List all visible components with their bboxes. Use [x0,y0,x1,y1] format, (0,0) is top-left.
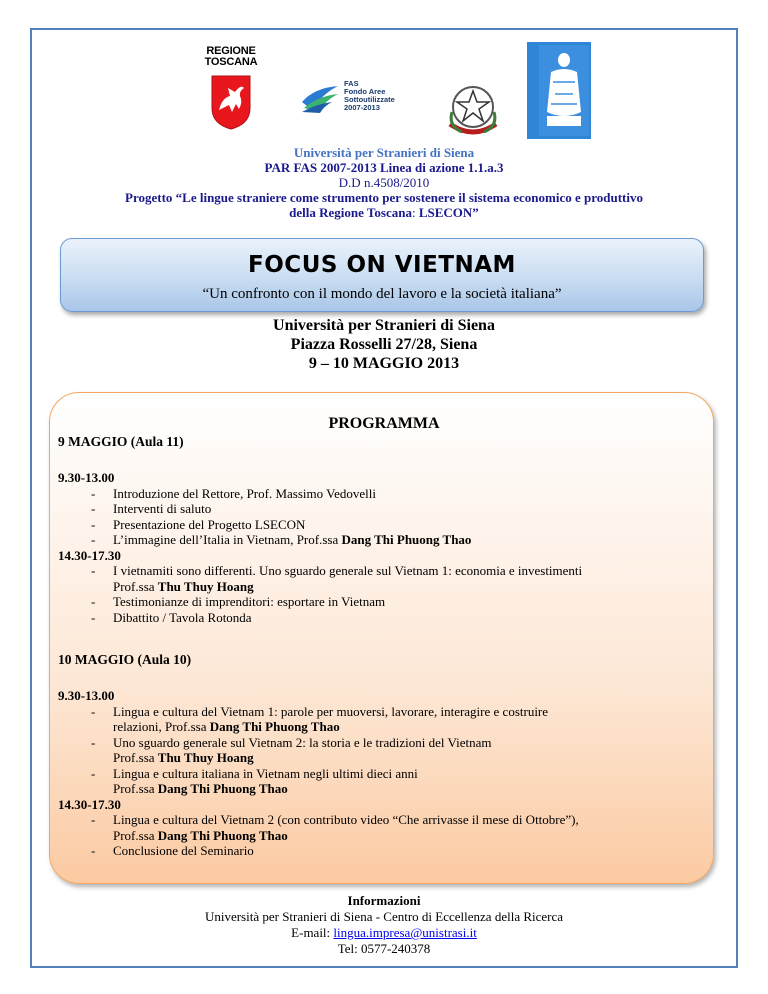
region-text: della Regione Toscana [289,205,412,220]
bullet: - [91,501,96,516]
bullet: - [91,812,96,827]
speaker-name: Dang Thi Phuong Thao [157,827,288,843]
venue-dates: 9 – 10 MAGGIO 2013 [308,355,460,372]
speaker-name: Thu Thuy Hoang [157,578,254,594]
fas-mark-icon [300,84,340,114]
par-fas-line: PAR FAS 2007-2013 Linea di azione 1.1.a.3 [264,160,504,175]
bullet: - [91,765,96,781]
fas-label: FAS [344,79,359,88]
email-link[interactable]: lingua.impresa@unistrasi.it [333,925,477,940]
list-item: - Dibattito / Tavola Rotonda [91,609,252,625]
bullet: - [91,843,96,858]
venue-info [40,316,728,373]
time-slot: 9.30-13.00 [58,688,115,703]
info-footer [40,893,728,957]
speaker-name: Dang Thi Phuong Thao [157,781,288,796]
header [40,145,728,220]
time-slot: 14.30-17.30 [58,547,121,563]
info-heading: Informazioni [347,893,421,908]
day2-schedule [58,688,708,859]
venue-address: Piazza Rosselli 27/28, Siena [290,336,478,353]
regione-toscana-logo [203,46,259,133]
list-item: - Interventi di saluto [91,501,212,516]
speaker-name: Dang Thi Phuong Thao [341,532,472,547]
list-item: - Uno sguardo generale sul Vietnam 2: la storia e le tradizioni del Vietnam Prof.ssa Thu Thuy Hoang [91,734,492,765]
list-item: - Conclusione del Seminario [91,843,254,858]
info-phone: Tel: 0577-240378 [337,941,431,956]
list-item: - L’immagine dell’Italia in Vietnam, Prof.ssa Dang Thi Phuong Thao [91,532,472,547]
separator: : [411,205,419,220]
day1-heading: 9 MAGGIO (Aula 11) [58,434,184,449]
bullet: - [91,703,96,719]
info-center: Università per Stranieri di Siena - Centro di Eccellenza della Ricerca [204,909,564,924]
list-item: - Lingua e cultura italiana in Vietnam negli ultimi dieci anni Prof.ssa Dang Thi Phuong Thao [91,765,418,796]
time-slot: 14.30-17.30 [58,796,121,812]
bullet: - [91,734,96,750]
speaker-name: Dang Thi Phuong Thao [209,719,340,734]
fas-label: Fondo Aree [344,87,386,96]
project-line-1: Progetto “Le lingue straniere come strumento per sostenere il sistema economico e produttivo [125,190,643,205]
project-line-2 [40,205,728,220]
day1-schedule [58,470,708,625]
title-banner [60,238,704,312]
fas-label: 2007-2013 [344,103,380,112]
program-title: PROGRAMMA [328,415,440,432]
bullet: - [91,485,96,501]
regione-label: REGIONE [206,45,256,57]
decree-line: D.D n.4508/2010 [338,175,430,190]
list-item: - Presentazione del Progetto LSECON [91,516,306,532]
list-item: - I vietnamiti sono differenti. Uno sguardo generale sul Vietnam 1: economia e investimenti Prof.ssa Thu Thuy Hoang [91,563,583,594]
italian-republic-emblem-icon [442,82,504,138]
bullet: - [91,563,96,578]
book-spine-decoration [529,46,537,136]
bullet: - [91,594,96,609]
bullet: - [91,609,96,625]
bullet: - [91,516,96,532]
fas-logo [300,80,410,120]
speaker-name: Thu Thuy Hoang [157,750,254,765]
event-title: FOCUS ON VIETNAM [248,252,516,278]
list-item: - Lingua e cultura del Vietnam 1: parole per muoversi, lavorare, interagire e costruire relazioni, Prof.ssa Dang Thi Phuong Thao [91,703,549,734]
pegasus-shield-icon [210,74,252,130]
list-item: - Introduzione del Rettore, Prof. Massimo Vedovelli [91,485,376,501]
university-name: Università per Stranieri di Siena [293,145,475,160]
fas-label: Sottoutilizzate [344,95,395,104]
list-item: - Testimonianze di imprenditori: esportare in Vietnam [91,594,386,609]
event-subtitle: “Un confronto con il mondo del lavoro e la società italiana” [202,286,562,302]
venue-university: Università per Stranieri di Siena [273,317,495,334]
toscana-label: TOSCANA [204,56,258,68]
time-slot: 9.30-13.00 [58,470,115,485]
university-book-cover-icon [527,42,591,139]
bullet: - [91,532,96,547]
list-item: - Lingua e cultura del Vietnam 2 (con contributo video “Che arrivasse il mese di Ottobre”), Prof.ssa Dang Thi Phuong Thao [91,812,579,843]
info-email-line: E-mail: lingua.impresa@unistrasi.it [291,925,477,940]
day2-heading: 10 MAGGIO (Aula 10) [58,652,192,667]
project-acronym: LSECON” [418,205,479,220]
